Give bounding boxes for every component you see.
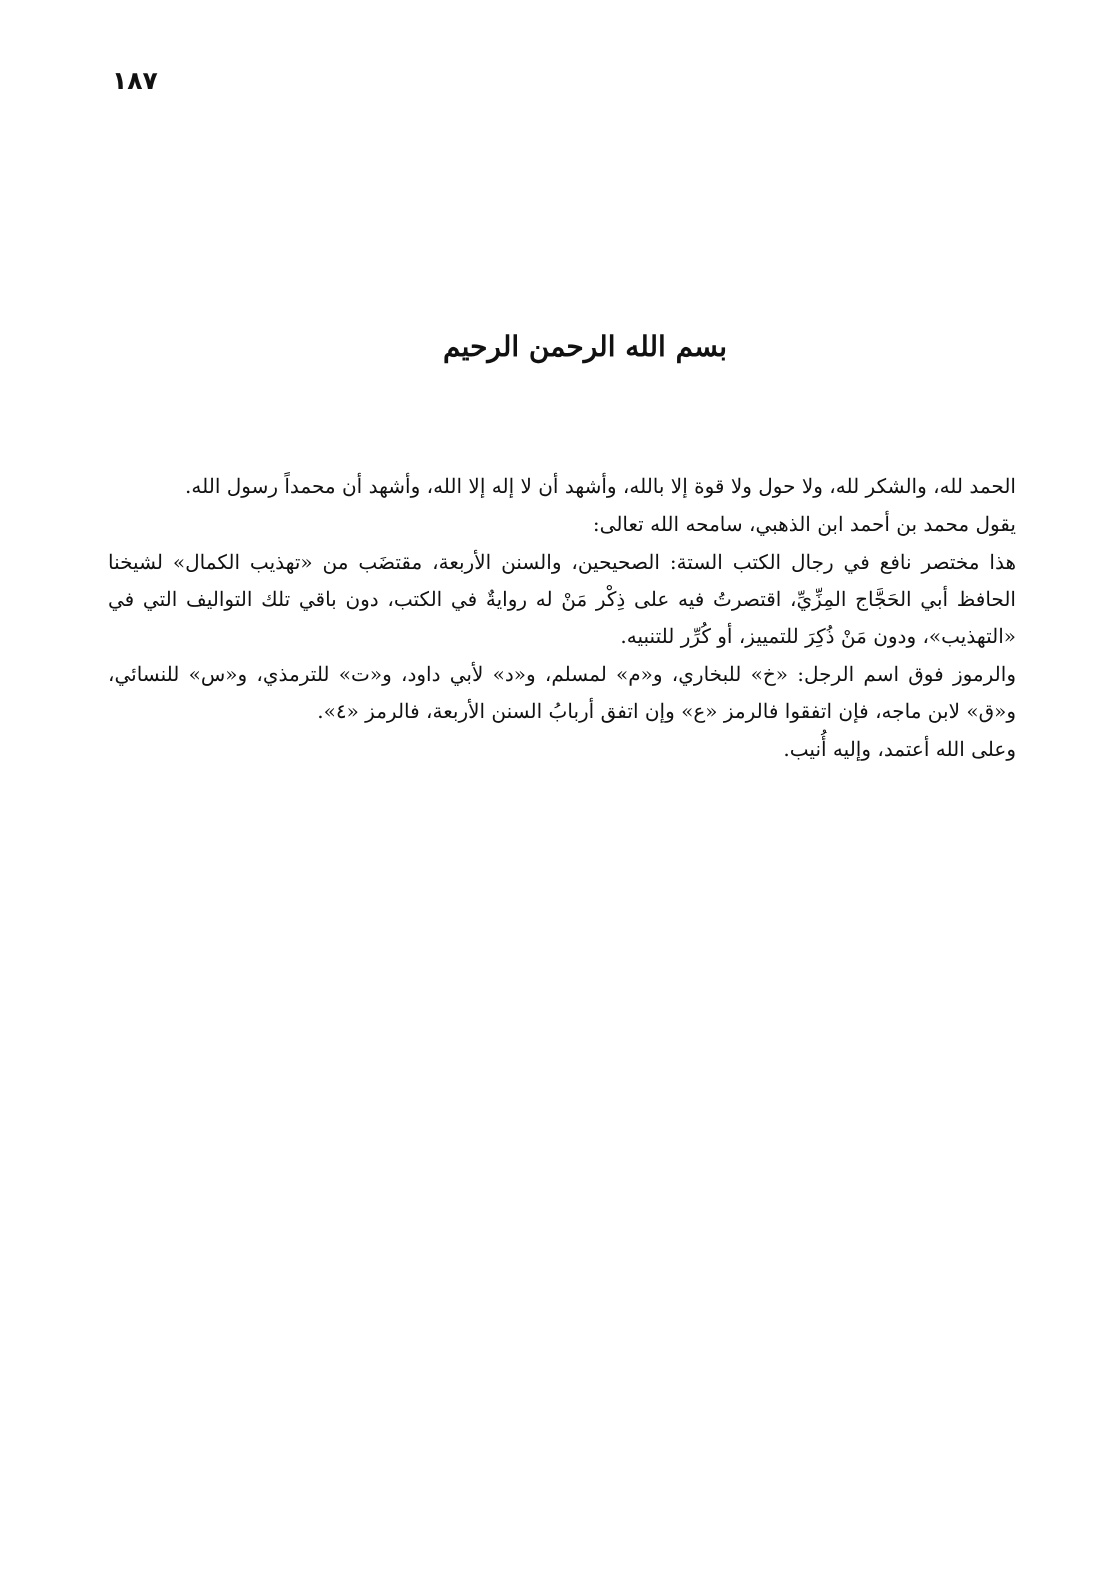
paragraph-closing: وعلى الله أعتمد، وإليه أُنيب. [783, 737, 1016, 761]
basmala-heading: بسم الله الرحمن الرحيم [443, 330, 727, 363]
paragraph-author: يقول محمد بن أحمد ابن الذهبي، سامحه الله تعالى: [592, 512, 1016, 536]
paragraph-praise: الحمد لله، والشكر لله، ولا حول ولا قوة إلا بالله، وأشهد أن لا إله إلا الله، وأشهد أن محمداً رسول الله. [185, 474, 1016, 498]
paragraph-symbols: والرموز فوق اسم الرجل: «خ» للبخاري، و«م» لمسلم، و«د» لأبي داود، و«ت» للترمذي، و«س» للنسائي، و«ق» لابن ماجه، فإن اتفقوا فالرمز «ع» وإن اتفق أربابُ السنن الأربعة، فالرمز «٤». [108, 662, 1016, 723]
page-number: ١٨٧ [112, 66, 158, 95]
body-text [108, 468, 1016, 769]
paragraph-book-description: هذا مختصر نافع في رجال الكتب الستة: الصحيحين، والسنن الأربعة، مقتضَب من «تهذيب الكمال» لشيخنا الحافظ أبي الحَجَّاج المِزِّيِّ، اقتصرتُ فيه على ذِكْر مَنْ له روايةٌ في الكتب، دون باقي تلك التواليف التي في «التهذيب»، ودون مَنْ ذُكِرَ للتمييز، أو كُرِّر للتنبيه. [108, 550, 1016, 648]
